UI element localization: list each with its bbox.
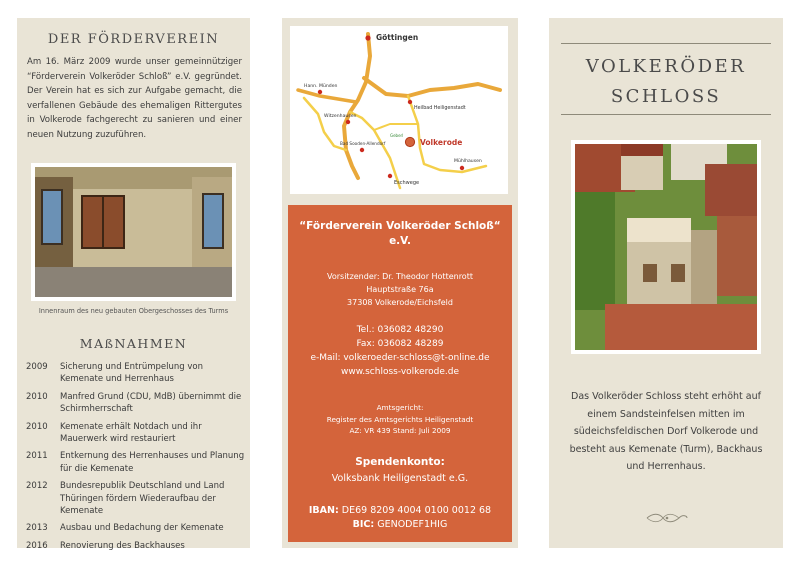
roof-foreground xyxy=(605,304,757,350)
massnahme-year: 2011 xyxy=(26,451,48,462)
bic-value: GENODEF1HIG xyxy=(377,519,448,530)
address-city: 37308 Volkerode/Eichsfeld xyxy=(347,298,453,307)
roof-right xyxy=(705,164,757,216)
map-label-eschwege: Eschwege xyxy=(394,180,420,186)
interior-door xyxy=(81,195,125,249)
massnahme-text: Entkernung des Herrenhauses und Planung für die Kemenate xyxy=(60,451,245,474)
website-link[interactable]: www.schloss-volkerode.de xyxy=(341,367,459,377)
map-label-goettingen: Göttingen xyxy=(376,33,419,42)
interior-photo-caption: Innenraum des neu gebauten Obergeschosses des Turms xyxy=(38,307,229,315)
massnahme-year: 2016 xyxy=(26,540,48,551)
foerderverein-intro-text: Am 16. März 2009 wurde unser gemeinnütziger “Förderverein Volkeröder Schloß” e.V. gegründet. Der Verein hat es sich zur Aufgabe gemacht, die verfallenen Gebäude des ehemaligen Rittergutes in Volkerode fachgerecht zu sanieren und einer neuen Nutzung zuzuführen. xyxy=(27,57,242,140)
roof-lower-right xyxy=(717,216,757,296)
massnahme-item xyxy=(26,540,246,552)
fax-number: Fax: 036082 48289 xyxy=(356,339,444,349)
map-road-a7 xyxy=(344,34,370,178)
tower-photo xyxy=(571,140,761,354)
cover-title xyxy=(549,52,783,112)
map-label-bad-sooden: Bad Sooden-Allendorf xyxy=(340,141,386,146)
bic-line xyxy=(288,519,512,530)
massnahme-text: Ausbau und Bedachung der Kemenate xyxy=(60,523,224,534)
chair-address-block xyxy=(288,270,512,309)
massnahme-item xyxy=(26,391,246,416)
panel-contact xyxy=(282,18,518,548)
title-rule-bottom xyxy=(561,114,771,115)
map-town-witzenhausen xyxy=(346,120,350,124)
interior-photo xyxy=(31,163,236,301)
contact-info-box xyxy=(288,205,512,542)
map-label-heilbad: Heilbad Heiligenstadt xyxy=(414,106,466,111)
cover-description: Das Volkeröder Schloss steht erhöht auf einem Sandsteinfelsen mitten im südeichsfeldischen Dorf Volkerode und besteht aus Kemenate (Turm), Backhaus und Herrenhaus. xyxy=(569,391,763,473)
donation-account-title: Spendenkonto: xyxy=(355,456,445,468)
verein-name-line1: “Förderverein Volkeröder Schloß“ xyxy=(299,220,501,232)
phone-number: Tel.: 036082 48290 xyxy=(356,325,444,335)
address-street: Hauptstraße 76a xyxy=(366,285,434,294)
massnahme-text: Sicherung und Entrümpelung von Kemenate und Herrenhaus xyxy=(60,362,204,385)
map-road-a38 xyxy=(364,78,500,96)
tower-roof xyxy=(627,218,691,244)
map-label-muehlhausen: Mühlhausen xyxy=(454,159,482,164)
map-label-volkerode: Volkerode xyxy=(420,138,463,147)
massnahme-text: Bundesrepublik Deutschland und Land Thüringen fördern Wiederaufbau der Kemenate xyxy=(60,481,225,517)
massnahme-item xyxy=(26,522,246,534)
ornament-icon xyxy=(645,512,689,524)
verein-name-line2: e.V. xyxy=(389,235,411,247)
tower-side-wall xyxy=(691,230,717,310)
cover-title-line2: SCHLOSS xyxy=(610,86,722,107)
massnahme-item xyxy=(26,421,246,446)
interior-scene xyxy=(35,167,232,297)
tower-window xyxy=(671,264,685,282)
house-roof xyxy=(621,144,663,156)
bank-name: Volksbank Heiligenstadt e.G. xyxy=(331,473,469,484)
panel-foerderverein xyxy=(17,18,250,551)
iban-label: IBAN: xyxy=(308,505,339,516)
trees-left xyxy=(575,192,615,310)
iban-value: DE69 8209 4004 0100 0012 68 xyxy=(341,505,492,516)
contact-details-block xyxy=(288,323,512,379)
court-register: Register des Amtsgerichts Heiligenstadt xyxy=(326,414,474,424)
interior-window-right xyxy=(202,193,224,249)
panel-cover xyxy=(549,18,783,548)
massnahme-text: Manfred Grund (CDU, MdB) übernimmt die Schirmherrschaft xyxy=(60,391,242,415)
map-label-geberl: Geberl xyxy=(390,133,404,138)
map-town-eschwege xyxy=(388,174,392,178)
section-title-foerderverein: DER FÖRDERVEREIN xyxy=(47,32,220,47)
tower-scene xyxy=(575,144,757,350)
massnahme-year: 2009 xyxy=(26,362,48,372)
massnahme-year: 2012 xyxy=(26,481,48,492)
map-label-witzenhausen: Witzenhausen xyxy=(324,114,357,119)
verein-name xyxy=(288,219,512,249)
court-id: AZ: VR 439 Stand: Juli 2009 xyxy=(349,426,451,435)
massnahmen-list xyxy=(26,361,246,557)
map-road-middle xyxy=(374,124,418,130)
map-svg xyxy=(290,26,508,194)
location-map xyxy=(290,26,508,194)
email-address[interactable]: e-Mail: volkeroeder-schloss@t-online.de xyxy=(310,353,490,363)
map-town-volkerode xyxy=(405,137,414,146)
iban-line xyxy=(288,505,512,516)
map-town-goettingen xyxy=(365,35,370,40)
chair-name: Vorsitzender: Dr. Theodor Hottenrott xyxy=(327,272,473,281)
title-rule-top xyxy=(561,43,771,44)
map-label-hann-muenden: Hann. Münden xyxy=(304,84,338,89)
interior-window-left xyxy=(41,189,63,245)
tower-window xyxy=(643,264,657,282)
massnahme-item xyxy=(26,361,246,386)
massnahme-item xyxy=(26,480,246,517)
interior-floor xyxy=(35,267,232,297)
massnahme-text: Renovierung des Backhauses xyxy=(60,540,185,551)
map-town-heilbad xyxy=(408,100,412,104)
bic-label: BIC: xyxy=(352,519,375,530)
map-town-muehlhausen xyxy=(460,166,464,170)
massnahme-item xyxy=(26,450,246,475)
massnahme-text: Kemenate erhält Notdach und ihr Mauerwerk wird restauriert xyxy=(60,421,202,445)
cover-title-line1: VOLKERÖDER xyxy=(585,56,747,77)
house-facade xyxy=(621,150,663,190)
court-label: Amtsgericht: xyxy=(376,403,424,412)
massnahme-year: 2010 xyxy=(26,421,48,432)
massnahme-year: 2010 xyxy=(26,391,48,402)
massnahme-year: 2013 xyxy=(26,523,48,534)
court-register-block xyxy=(288,402,512,437)
map-town-hann-muenden xyxy=(318,90,322,94)
section-title-massnahmen: MAßNAHMEN xyxy=(79,336,188,351)
map-town-bad-sooden xyxy=(360,148,364,152)
